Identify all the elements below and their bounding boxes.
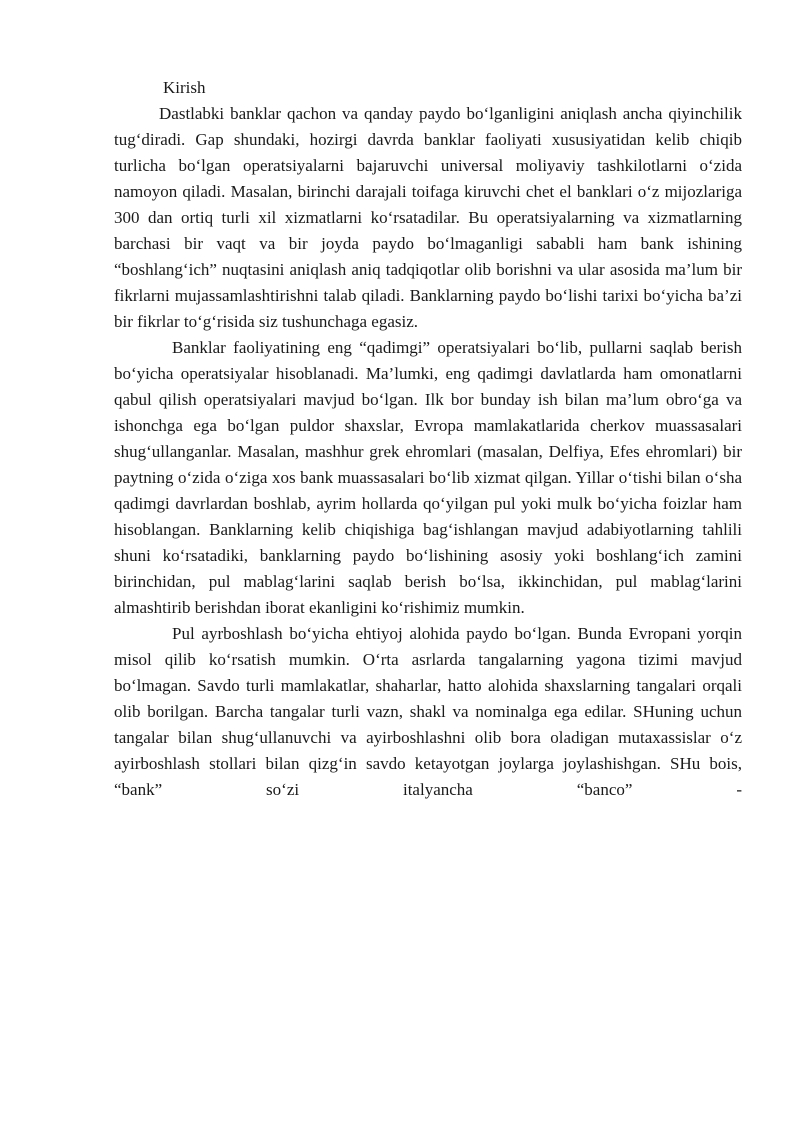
paragraph-3: Pul ayrboshlash bo‘yicha ehtiyoj alohida paydo bo‘lgan. Bunda Evropani yorqin misol qilib ko‘rsatish mumkin. O‘rta asrlarda tangalarning yagona tizimi mavjud bo‘lmagan. Savdo turli mamlakatlar, shaharlar, hatto alohida shaxslarning tangalari orqali olib borilgan. Barcha tangalar turli vazn, shakl va nominalga ega edilar. SHuning uchun tangalar bilan shug‘ullanuvchi va ayirboshlashni olib bora oladigan mutaxassislar o‘z ayirboshlash stollari bilan qizg‘in savdo ketayotgan joylarga joylashishgan. SHu bois, “bank” so‘zi italyancha “banco” - (114, 624, 742, 799)
document-body (114, 75, 742, 803)
paragraph-1: Dastlabki banklar qachon va qanday paydo bo‘lganligini aniqlash ancha qiyinchilik tug‘diradi. Gap shundaki, hozirgi davrda banklar faoliyati xususiyatidan kelib chiqib turlicha bo‘lgan operatsiyalarni bajaruvchi universal moliyaviy tashkilotlarni o‘zida namoyon qiladi. Masalan, birinchi darajali toifaga kiruvchi chet el banklari o‘z mijozlariga 300 dan ortiq turli xil xizmatlarni ko‘rsatadilar. Bu operatsiyalarning va xizmatlarning barchasi bir vaqt va bir joyda paydo bo‘lmaganligi sababli ham bank ishining “boshlang‘ich” nuqtasini aniqlash aniq tadqiqotlar olib borishni va ular asosida ma’lum bir fikrlarni mujassamlashtirishni talab qiladi. Banklarning paydo bo‘lishi tarixi bo‘yicha ba’zi bir fikrlar to‘g‘risida siz tushunchaga egasiz. (114, 104, 742, 331)
paragraph-2: Banklar faoliyatining eng “qadimgi” operatsiyalari bo‘lib, pullarni saqlab berish bo‘yicha operatsiyalar hisoblanadi. Ma’lumki, eng qadimgi davlatlarda ham omonatlarni qabul qilish operatsiyalari mavjud bo‘lgan. Ilk bor bunday ish bilan ma’lum obro‘ga va ishonchga ega bo‘lgan puldor shaxslar, Evropa mamlakatlarida cherkov muassasalari shug‘ullanganlar. Masalan, mashhur grek ehromlari (masalan, Delfiya, Efes ehromlari) bir paytning o‘zida o‘ziga xos bank muassasalari bo‘lib xizmat qilgan. Yillar o‘tishi bilan o‘sha qadimgi davrlardan boshlab, ayrim hollarda qo‘yilgan pul yoki mulk bo‘yicha foizlar ham hisoblangan. Banklarning kelib chiqishiga bag‘ishlangan mavjud adabiyotlarning tahlili shuni ko‘rsatadiki, banklarning paydo bo‘lishining asosiy yoki boshlang‘ich zamini birinchidan, pul mablag‘larini saqlab berish bo‘lsa, ikkinchidan, pul mablag‘larini almashtirib berishdan iborat ekanligini ko‘rishimiz mumkin. (114, 338, 742, 617)
section-heading: Kirish (163, 78, 206, 97)
